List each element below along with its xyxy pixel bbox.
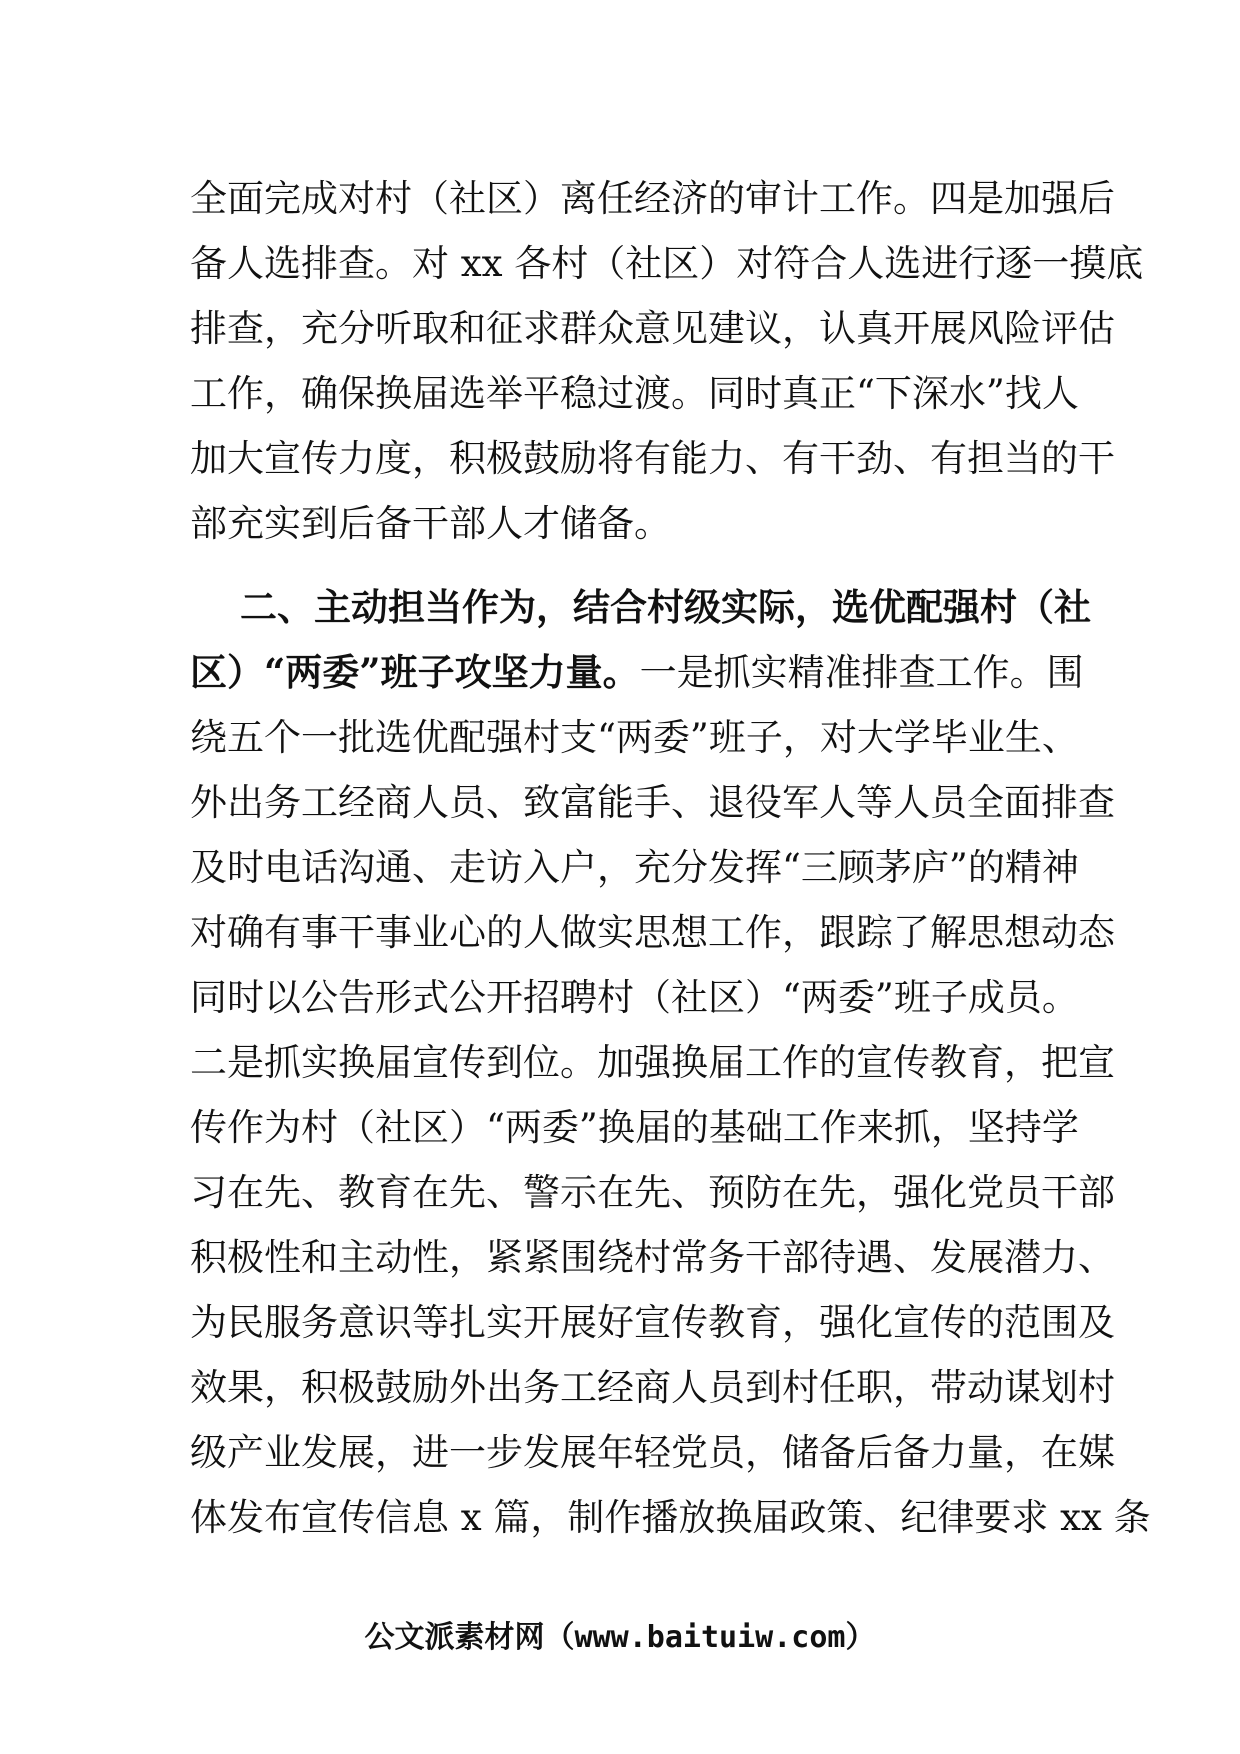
text-line: 对确有事干事业心的人做实思想工作，跟踪了解思想动态 <box>190 911 1115 954</box>
text-line: 外出务工经商人员、致富能手、退役军人等人员全面排查 <box>190 781 1115 824</box>
text-line: 绕五个一批选优配强村支“两委”班子，对大学毕业生、 <box>190 716 1079 759</box>
footer-site-name: 公文派素材网 <box>364 1620 545 1655</box>
text-line: 及时电话沟通、走访入户，充分发挥“三顾茅庐”的精神 <box>190 846 1079 889</box>
footer-url: （www.baituiw.com） <box>544 1620 876 1655</box>
text-line: 效果，积极鼓励外出务工经商人员到村任职，带动谋划村 <box>190 1366 1115 1409</box>
page-footer <box>0 1612 1240 1656</box>
text-line: 体发布宣传信息 x 篇，制作播放换届政策、纪律要求 xx 条 <box>190 1496 1151 1539</box>
text-line: 习在先、教育在先、警示在先、预防在先，强化党员干部 <box>190 1171 1115 1214</box>
text-line: 级产业发展，进一步发展年轻党员，储备后备力量，在媒 <box>190 1431 1115 1474</box>
text-line: 备人选排查。对 xx 各村（社区）对符合人选进行逐一摸底 <box>190 242 1144 285</box>
paragraph-2 <box>190 575 1151 1550</box>
section-heading-line: 二、主动担当作为，结合村级实际，选优配强村（社 <box>240 585 1091 629</box>
text-line: 同时以公告形式公开招聘村（社区）“两委”班子成员。 <box>190 976 1079 1019</box>
text-line: 传作为村（社区）“两委”换届的基础工作来抓，坚持学 <box>190 1106 1079 1149</box>
text-line <box>190 640 1084 705</box>
text-line: 工作，确保换届选举平稳过渡。同时真正“下深水”找人 <box>190 372 1079 415</box>
document-body <box>190 166 1151 1550</box>
text-line: 部充实到后备干部人才储备。 <box>190 502 671 545</box>
text-line: 积极性和主动性，紧紧围绕村常务干部待遇、发展潜力、 <box>190 1236 1115 1279</box>
text-line: 全面完成对村（社区）离任经济的审计工作。四是加强后 <box>190 177 1115 220</box>
text-line: 加大宣传力度，积极鼓励将有能力、有干劲、有担当的干 <box>190 437 1115 480</box>
text-line: 为民服务意识等扎实开展好宣传教育，强化宣传的范围及 <box>190 1301 1115 1344</box>
text-line: 排查，充分听取和征求群众意见建议，认真开展风险评估 <box>190 307 1115 350</box>
paragraph-gap <box>190 556 1052 575</box>
section-heading-tail: 区）“两委”班子攻坚力量。 <box>190 650 640 694</box>
paragraph-1 <box>190 166 1144 556</box>
text-line: 二是抓实换届宣传到位。加强换届工作的宣传教育，把宣 <box>190 1041 1115 1084</box>
text-span: 一是抓实精准排查工作。围 <box>639 651 1084 694</box>
